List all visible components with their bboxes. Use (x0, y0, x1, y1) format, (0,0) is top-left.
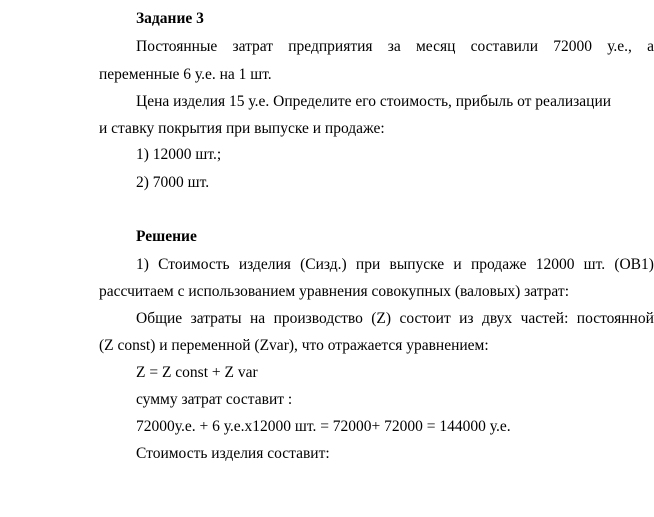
word: месяц (416, 38, 456, 55)
solution-paragraph-1-line-2: рассчитаем с использованием уравнения совокупных (валовых) затрат: (99, 283, 569, 300)
word: 12000 (535, 256, 575, 273)
sum-text: сумму затрат составит : (136, 391, 293, 408)
word: шт. (583, 256, 606, 273)
task-paragraph-1-line-2: переменные 6 у.е. на 1 шт. (99, 66, 272, 83)
word: продаже (470, 256, 527, 273)
solution-paragraph-2-line-1 (136, 310, 654, 328)
word: у.е., (607, 38, 632, 55)
word: затрат (232, 38, 274, 55)
word: двух (481, 310, 513, 327)
word: и (453, 256, 462, 273)
word: на (250, 310, 266, 327)
task-paragraph-2-line-2: и ставку покрытия при выпуске и продаже: (99, 120, 385, 137)
solution-paragraph-1-line-1 (136, 256, 654, 274)
word: постоянной (576, 310, 654, 327)
word: при (355, 256, 381, 273)
word: а (647, 38, 654, 55)
task-paragraph-1-line-1 (136, 38, 654, 56)
word: Стоимость (158, 256, 230, 273)
word: состоит (399, 310, 451, 327)
word: Постоянные (136, 38, 218, 55)
solution-paragraph-2-line-2: (Z const) и переменной (Zvar), что отражается уравнением: (99, 337, 489, 354)
solution-heading: Решение (136, 228, 197, 245)
task-item-1: 1) 12000 шт.; (136, 146, 222, 163)
word: за (387, 38, 401, 55)
word: (Сизд.) (300, 256, 347, 273)
word: 72000 (553, 38, 592, 55)
word: 1) (136, 256, 149, 273)
word: (Z) (371, 310, 392, 327)
word: составили (470, 38, 538, 55)
task-paragraph-2-line-1: Цена изделия 15 у.е. Определите его стоимость, прибыль от реализации (136, 93, 612, 110)
cost-text: Стоимость изделия составит: (136, 445, 330, 462)
word: выпуске (389, 256, 445, 273)
task-heading: Задание 3 (136, 10, 204, 27)
task-item-2: 2) 7000 шт. (136, 174, 210, 191)
word: из (459, 310, 474, 327)
word: (ОВ1) (614, 256, 654, 273)
word: Общие (136, 310, 183, 327)
word: затраты (190, 310, 242, 327)
word: изделия (238, 256, 291, 273)
equation: Z = Z const + Z var (136, 364, 258, 381)
word: частей: (520, 310, 569, 327)
calculation: 72000у.е. + 6 у.е.х12000 шт. = 72000+ 72000 = 144000 у.е. (136, 418, 511, 435)
word: производство (273, 310, 363, 327)
word: предприятия (288, 38, 373, 55)
